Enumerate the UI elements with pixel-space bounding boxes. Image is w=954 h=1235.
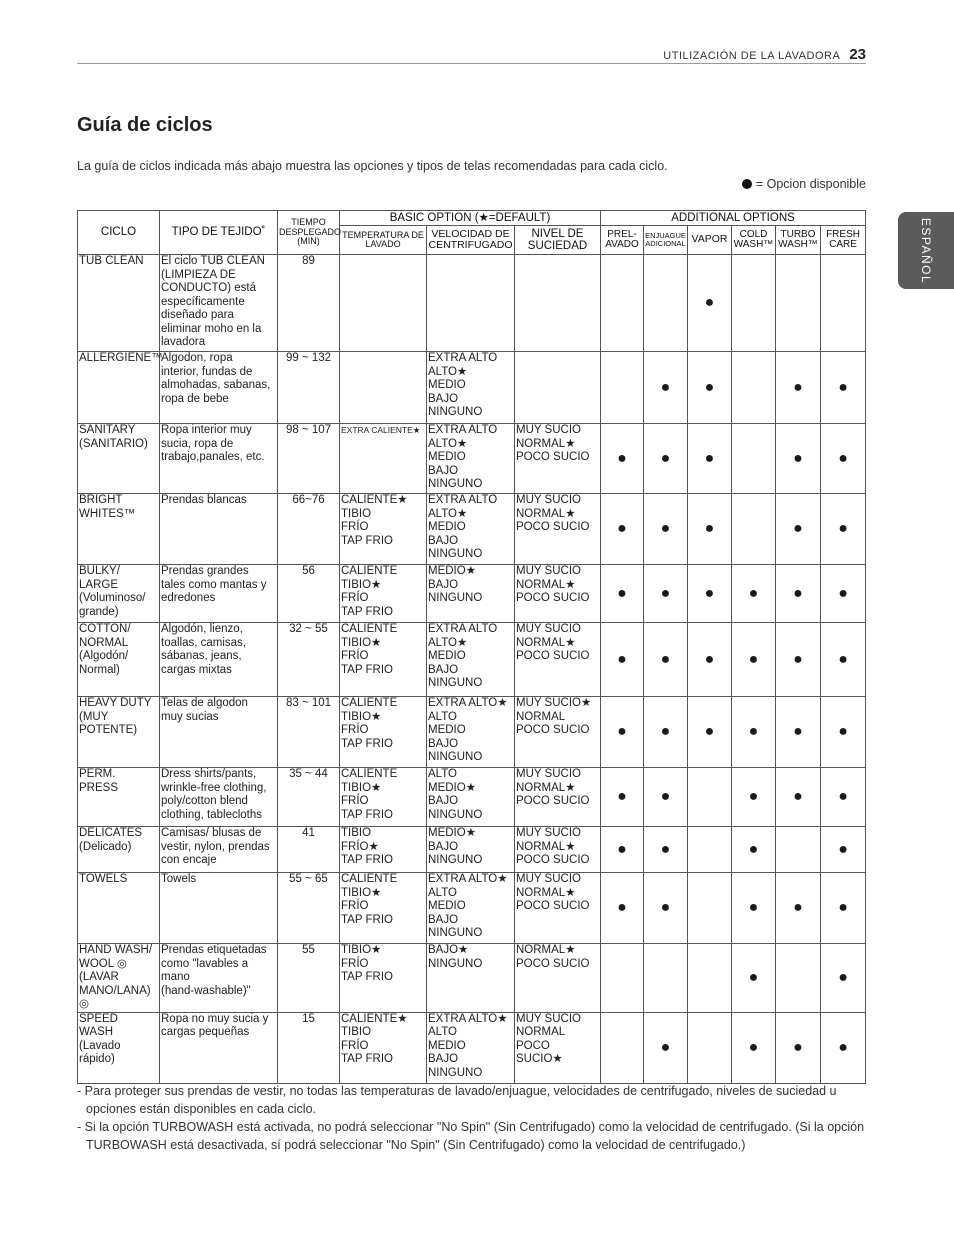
option-dot-icon: ● <box>617 840 627 858</box>
table-row <box>78 352 866 424</box>
cell-nivel: NORMAL★ POCO SUCIO <box>515 944 601 1013</box>
cell-vapor <box>688 565 732 623</box>
option-dot-icon: ● <box>838 449 848 467</box>
cell-temp: TIBIO FRÍO★ TAP FRIO <box>340 827 427 873</box>
cell-prelavado <box>601 424 644 494</box>
option-dot-icon: ● <box>617 584 627 602</box>
col-header-vel: VELOCIDAD DE CENTRIFUGADO <box>427 226 515 255</box>
cell-velocidad <box>427 255 515 352</box>
table-row <box>78 255 866 352</box>
option-dot-icon: ● <box>838 968 848 986</box>
cell-tiempo: 83 ~ 101 <box>278 697 340 768</box>
header-text <box>663 46 866 63</box>
cell-vapor <box>688 623 732 697</box>
table-row <box>78 494 866 565</box>
cell-nivel: MUY SUCIO NORMAL★ POCO SUCIO <box>515 827 601 873</box>
option-dot-icon: ● <box>704 584 715 602</box>
cell-temp: CALIENTE TIBIO★ FRÍO TAP FRIO <box>340 873 427 944</box>
option-dot-icon: ● <box>838 378 848 396</box>
cell-fresh-care <box>821 873 866 944</box>
cell-temp: CALIENTE TIBIO★ FRÍO TAP FRIO <box>340 565 427 623</box>
option-dot-icon: ● <box>793 899 803 916</box>
cell-nivel: MUY SUCIO NORMAL★ POCO SUCIO <box>515 424 601 494</box>
cell-enjuague <box>644 768 688 827</box>
legend <box>742 177 866 191</box>
option-dot-icon: ● <box>793 378 803 396</box>
col-header-tiempo: TIEMPO DESPLEGADO (MIN) <box>278 211 340 255</box>
cell-ciclo: ALLERGIENE™ <box>78 352 160 424</box>
option-dot-icon: ● <box>748 723 759 740</box>
option-dot-icon: ● <box>660 650 671 668</box>
cell-vapor <box>688 768 732 827</box>
col-header-enjuague: ENJUAGUE ADICIONAL <box>644 226 688 255</box>
cell-velocidad: BAJO★ NINGUNO <box>427 944 515 1013</box>
option-dot-icon: ● <box>704 650 715 668</box>
option-dot-icon: ● <box>660 723 671 740</box>
cell-prelavado <box>601 494 644 565</box>
cell-fresh-care <box>821 352 866 424</box>
cell-prelavado <box>601 827 644 873</box>
option-dot-icon: ● <box>704 520 715 537</box>
col-header-prel: PREL- AVADO <box>601 226 644 255</box>
cell-cold-wash <box>732 623 776 697</box>
cell-temp: CALIENTE TIBIO★ FRÍO TAP FRIO <box>340 768 427 827</box>
option-dot-icon: ● <box>838 1038 848 1056</box>
cell-tipo: Dress shirts/pants, wrinkle-free clothing, poly/cotton blend clothing, tablecloths <box>160 768 278 827</box>
cell-cold-wash <box>732 255 776 352</box>
cell-temp: CALIENTE TIBIO★ FRÍO TAP FRIO <box>340 697 427 768</box>
group-header-basic: BASIC OPTION (★=DEFAULT) <box>340 211 601 226</box>
cell-velocidad: MEDIO★ BAJO NINGUNO <box>427 565 515 623</box>
cell-velocidad: EXTRA ALTO ALTO★ MEDIO BAJO NINGUNO <box>427 623 515 697</box>
cell-vapor <box>688 827 732 873</box>
option-dot-icon: ● <box>793 520 803 537</box>
option-dot-icon: ● <box>838 899 848 916</box>
legend-text: = Opcion disponible <box>755 177 866 191</box>
cell-ciclo: TUB CLEAN <box>78 255 160 352</box>
option-dot-icon: ● <box>748 584 759 602</box>
cell-enjuague <box>644 944 688 1013</box>
cycle-guide-table <box>77 210 866 1084</box>
cell-fresh-care <box>821 697 866 768</box>
cell-fresh-care <box>821 944 866 1013</box>
cell-temp: CALIENTE★ TIBIO FRÍO TAP FRIO <box>340 494 427 565</box>
language-tab <box>898 212 954 289</box>
cell-vapor <box>688 494 732 565</box>
cell-tiempo: 15 <box>278 1012 340 1083</box>
cell-tipo: Prendas grandes tales como mantas y edredones <box>160 565 278 623</box>
cell-turbo-wash <box>776 565 821 623</box>
cell-nivel: MUY SUCIO NORMAL★ POCO SUCIO <box>515 565 601 623</box>
cell-tiempo: 89 <box>278 255 340 352</box>
cell-tiempo: 99 ~ 132 <box>278 352 340 424</box>
cell-velocidad: MEDIO★ BAJO NINGUNO <box>427 827 515 873</box>
cell-enjuague <box>644 873 688 944</box>
option-dot-icon: ● <box>748 788 759 805</box>
col-header-cold: COLD WASH™ <box>732 226 776 255</box>
cell-fresh-care <box>821 494 866 565</box>
option-dot-icon: ● <box>704 449 715 467</box>
cell-tipo: Prendas blancas <box>160 494 278 565</box>
cell-turbo-wash <box>776 494 821 565</box>
cell-cold-wash <box>732 352 776 424</box>
cell-velocidad: EXTRA ALTO ALTO★ MEDIO BAJO NINGUNO <box>427 352 515 424</box>
table-row <box>78 623 866 697</box>
cell-cold-wash <box>732 1012 776 1083</box>
option-dot-icon: ● <box>748 899 759 916</box>
option-dot-icon: ● <box>704 294 715 311</box>
cell-cold-wash <box>732 697 776 768</box>
option-dot-icon: ● <box>660 449 671 467</box>
cell-prelavado <box>601 697 644 768</box>
table-row <box>78 697 866 768</box>
cell-ciclo: BRIGHT WHITES™ <box>78 494 160 565</box>
cell-cold-wash <box>732 873 776 944</box>
cell-cold-wash <box>732 424 776 494</box>
table-row <box>78 424 866 494</box>
cell-prelavado <box>601 565 644 623</box>
cell-turbo-wash <box>776 352 821 424</box>
footnote: - Para proteger sus prendas de vestir, no todas las temperaturas de lavado/enjuague, velocidades de centrifugado, niveles de suciedad u opciones están disponibles en cada ciclo. <box>77 1084 837 1116</box>
cell-turbo-wash <box>776 424 821 494</box>
cell-temp <box>340 352 427 424</box>
cell-fresh-care <box>821 255 866 352</box>
cell-prelavado <box>601 768 644 827</box>
option-dot-icon: ● <box>793 449 803 467</box>
cell-prelavado <box>601 352 644 424</box>
cell-nivel: MUY SUCIO NORMAL★ POCO SUCIO <box>515 768 601 827</box>
cell-fresh-care <box>821 1012 866 1083</box>
cell-cold-wash <box>732 768 776 827</box>
col-header-turbo: TURBO WASH™ <box>776 226 821 255</box>
cell-cold-wash <box>732 827 776 873</box>
option-dot-icon: ● <box>838 788 848 805</box>
option-dot-icon: ● <box>793 650 803 668</box>
cell-tipo: Prendas etiquetadas como "lavables a mano (hand-washable)" <box>160 944 278 1013</box>
cell-tiempo: 55 ~ 65 <box>278 873 340 944</box>
option-dot-icon: ● <box>660 584 671 602</box>
cell-ciclo: PERM. PRESS <box>78 768 160 827</box>
cell-vapor <box>688 873 732 944</box>
option-dot-icon: ● <box>838 650 848 668</box>
cell-velocidad: EXTRA ALTO ALTO★ MEDIO BAJO NINGUNO <box>427 424 515 494</box>
option-dot-icon: ● <box>838 723 848 740</box>
cell-ciclo: DELICATES (Delicado) <box>78 827 160 873</box>
cell-tiempo: 41 <box>278 827 340 873</box>
cell-vapor <box>688 1012 732 1083</box>
cell-prelavado <box>601 944 644 1013</box>
footnotes <box>77 1082 867 1154</box>
option-dot-icon: ● <box>617 449 627 467</box>
cell-nivel <box>515 352 601 424</box>
option-dot-icon: ● <box>748 968 759 986</box>
option-dot-icon: ● <box>617 788 627 805</box>
cell-enjuague <box>644 565 688 623</box>
cell-tiempo: 66~76 <box>278 494 340 565</box>
option-dot-icon: ● <box>660 378 671 396</box>
option-dot-icon: ● <box>748 1038 759 1056</box>
option-dot-icon: ● <box>748 650 759 668</box>
cell-ciclo: COTTON/ NORMAL (Algodón/ Normal) <box>78 623 160 697</box>
cell-vapor <box>688 255 732 352</box>
col-header-temp: TEMPERATURA DE LAVADO <box>340 226 427 255</box>
col-header-fresh: FRESH CARE <box>821 226 866 255</box>
cell-enjuague <box>644 1012 688 1083</box>
cell-turbo-wash <box>776 255 821 352</box>
cell-tipo: Towels <box>160 873 278 944</box>
table-row <box>78 565 866 623</box>
cell-turbo-wash <box>776 623 821 697</box>
cell-fresh-care <box>821 565 866 623</box>
col-header-vapor: VAPOR <box>688 226 732 255</box>
cell-nivel: MUY SUCIO NORMAL★ POCO SUCIO <box>515 873 601 944</box>
option-dot-icon: ● <box>617 520 627 537</box>
cell-tipo: Telas de algodon muy sucias <box>160 697 278 768</box>
cell-nivel: MUY SUCIO NORMAL★ POCO SUCIO <box>515 623 601 697</box>
cell-enjuague <box>644 697 688 768</box>
cell-temp: TIBIO★ FRÍO TAP FRIO <box>340 944 427 1013</box>
cell-nivel: MUY SUCIO★ NORMAL POCO SUCIO <box>515 697 601 768</box>
col-header-ciclo: CICLO <box>78 211 160 255</box>
cell-nivel <box>515 255 601 352</box>
option-dot-icon: ● <box>704 723 715 740</box>
cell-tipo: Algodón, lienzo, toallas, camisas, sábanas, jeans, cargas mixtas <box>160 623 278 697</box>
option-dot-icon: ● <box>793 788 803 805</box>
option-dot-icon: ● <box>660 899 671 916</box>
option-dot-icon: ● <box>838 584 848 602</box>
cell-enjuague <box>644 255 688 352</box>
cell-tipo: Algodon, ropa interior, fundas de almohadas, sabanas, ropa de bebe <box>160 352 278 424</box>
cell-enjuague <box>644 623 688 697</box>
cell-tipo: El ciclo TUB CLEAN (LIMPIEZA DE CONDUCTO) está específicamente diseñado para eliminar moho en la lavadora <box>160 255 278 352</box>
option-dot-icon: ● <box>660 520 671 537</box>
cell-enjuague <box>644 494 688 565</box>
cell-tiempo: 55 <box>278 944 340 1013</box>
table-row <box>78 1012 866 1083</box>
cell-tipo: Ropa no muy sucia y cargas pequeñas <box>160 1012 278 1083</box>
cell-cold-wash <box>732 494 776 565</box>
cell-fresh-care <box>821 827 866 873</box>
cell-tipo: Ropa interior muy sucia, ropa de trabajo,panales, etc. <box>160 424 278 494</box>
cell-prelavado <box>601 873 644 944</box>
cell-turbo-wash <box>776 873 821 944</box>
intro-text: La guía de ciclos indicada más abajo muestra las opciones y tipos de telas recomendadas para cada ciclo. <box>77 159 668 173</box>
option-dot-icon: ● <box>660 788 671 805</box>
option-dot-icon: ● <box>793 1038 803 1056</box>
cell-velocidad: ALTO MEDIO★ BAJO NINGUNO <box>427 768 515 827</box>
cell-turbo-wash <box>776 768 821 827</box>
cell-velocidad: EXTRA ALTO ALTO★ MEDIO BAJO NINGUNO <box>427 494 515 565</box>
section-title: UTILIZACIÓN DE LA LAVADORA <box>663 50 841 62</box>
cell-vapor <box>688 352 732 424</box>
cell-vapor <box>688 424 732 494</box>
option-dot-icon: ● <box>704 378 715 396</box>
table-row <box>78 827 866 873</box>
option-dot-icon: ● <box>748 840 759 858</box>
cell-turbo-wash <box>776 697 821 768</box>
cell-ciclo: SPEED WASH (Lavado rápido) <box>78 1012 160 1083</box>
cell-nivel: MUY SUCIO NORMAL★ POCO SUCIO <box>515 494 601 565</box>
cell-ciclo: HAND WASH/ WOOL ◎ (LAVAR MANO/LANA) ◎ <box>78 944 160 1013</box>
cell-enjuague <box>644 424 688 494</box>
cell-tiempo: 98 ~ 107 <box>278 424 340 494</box>
cell-temp: CALIENTE TIBIO★ FRÍO TAP FRIO <box>340 623 427 697</box>
cell-velocidad: EXTRA ALTO★ ALTO MEDIO BAJO NINGUNO <box>427 873 515 944</box>
option-dot-icon: ● <box>617 650 627 668</box>
cell-prelavado <box>601 255 644 352</box>
page-title: Guía de ciclos <box>77 114 213 136</box>
cell-nivel: MUY SUCIO NORMAL POCO SUCIO★ <box>515 1012 601 1083</box>
cell-fresh-care <box>821 768 866 827</box>
option-dot-icon: ● <box>793 584 803 602</box>
cell-vapor <box>688 944 732 1013</box>
option-dot-icon: ● <box>838 840 848 858</box>
cell-turbo-wash <box>776 1012 821 1083</box>
table-row <box>78 944 866 1013</box>
cell-tipo: Camisas/ blusas de vestir, nylon, prendas con encaje <box>160 827 278 873</box>
cell-tiempo: 56 <box>278 565 340 623</box>
col-header-nivel: NIVEL DE SUCIEDAD <box>515 226 601 255</box>
cell-fresh-care <box>821 424 866 494</box>
cell-enjuague <box>644 827 688 873</box>
cell-turbo-wash <box>776 827 821 873</box>
cell-turbo-wash <box>776 944 821 1013</box>
cell-prelavado <box>601 1012 644 1083</box>
option-dot-icon: ● <box>793 723 803 740</box>
cell-ciclo: HEAVY DUTY (MUY POTENTE) <box>78 697 160 768</box>
cell-vapor <box>688 697 732 768</box>
cell-temp <box>340 255 427 352</box>
cell-fresh-care <box>821 623 866 697</box>
col-header-tipo: TIPO DE TEJIDO˚ <box>160 211 278 255</box>
cell-ciclo: SANITARY (SANITARIO) <box>78 424 160 494</box>
option-dot-icon: ● <box>617 899 627 916</box>
page-number: 23 <box>849 46 866 63</box>
page-header <box>77 44 866 64</box>
cell-cold-wash <box>732 565 776 623</box>
cell-ciclo: BULKY/ LARGE (Voluminoso/ grande) <box>78 565 160 623</box>
group-header-additional: ADDITIONAL OPTIONS <box>601 211 866 226</box>
option-dot-icon: ● <box>660 840 671 858</box>
legend-dot-icon <box>742 179 752 189</box>
cell-ciclo: TOWELS <box>78 873 160 944</box>
cell-enjuague <box>644 352 688 424</box>
option-dot-icon: ● <box>838 520 848 537</box>
cell-tiempo: 32 ~ 55 <box>278 623 340 697</box>
cell-temp: EXTRA CALIENTE★ <box>340 424 427 494</box>
cell-tiempo: 35 ~ 44 <box>278 768 340 827</box>
cell-prelavado <box>601 623 644 697</box>
language-tab-label: ESPAÑOL <box>919 217 933 284</box>
option-dot-icon: ● <box>660 1038 671 1056</box>
cell-temp: CALIENTE★ TIBIO FRÍO TAP FRIO <box>340 1012 427 1083</box>
footnote: - Si la opción TURBOWASH está activada, no podrá seleccionar "No Spin" (Sin Centrifugado) como la velocidad de centrifugado. (Si la opción TURBOWASH está desactivada, sí podrá seleccionar "No Spin" (Sin Centrifugado) como la velocidad de centrifugado.) <box>77 1120 865 1152</box>
cell-velocidad: EXTRA ALTO★ ALTO MEDIO BAJO NINGUNO <box>427 1012 515 1083</box>
cell-cold-wash <box>732 944 776 1013</box>
table-row <box>78 768 866 827</box>
cell-velocidad: EXTRA ALTO★ ALTO MEDIO BAJO NINGUNO <box>427 697 515 768</box>
option-dot-icon: ● <box>617 723 627 740</box>
table-row <box>78 873 866 944</box>
